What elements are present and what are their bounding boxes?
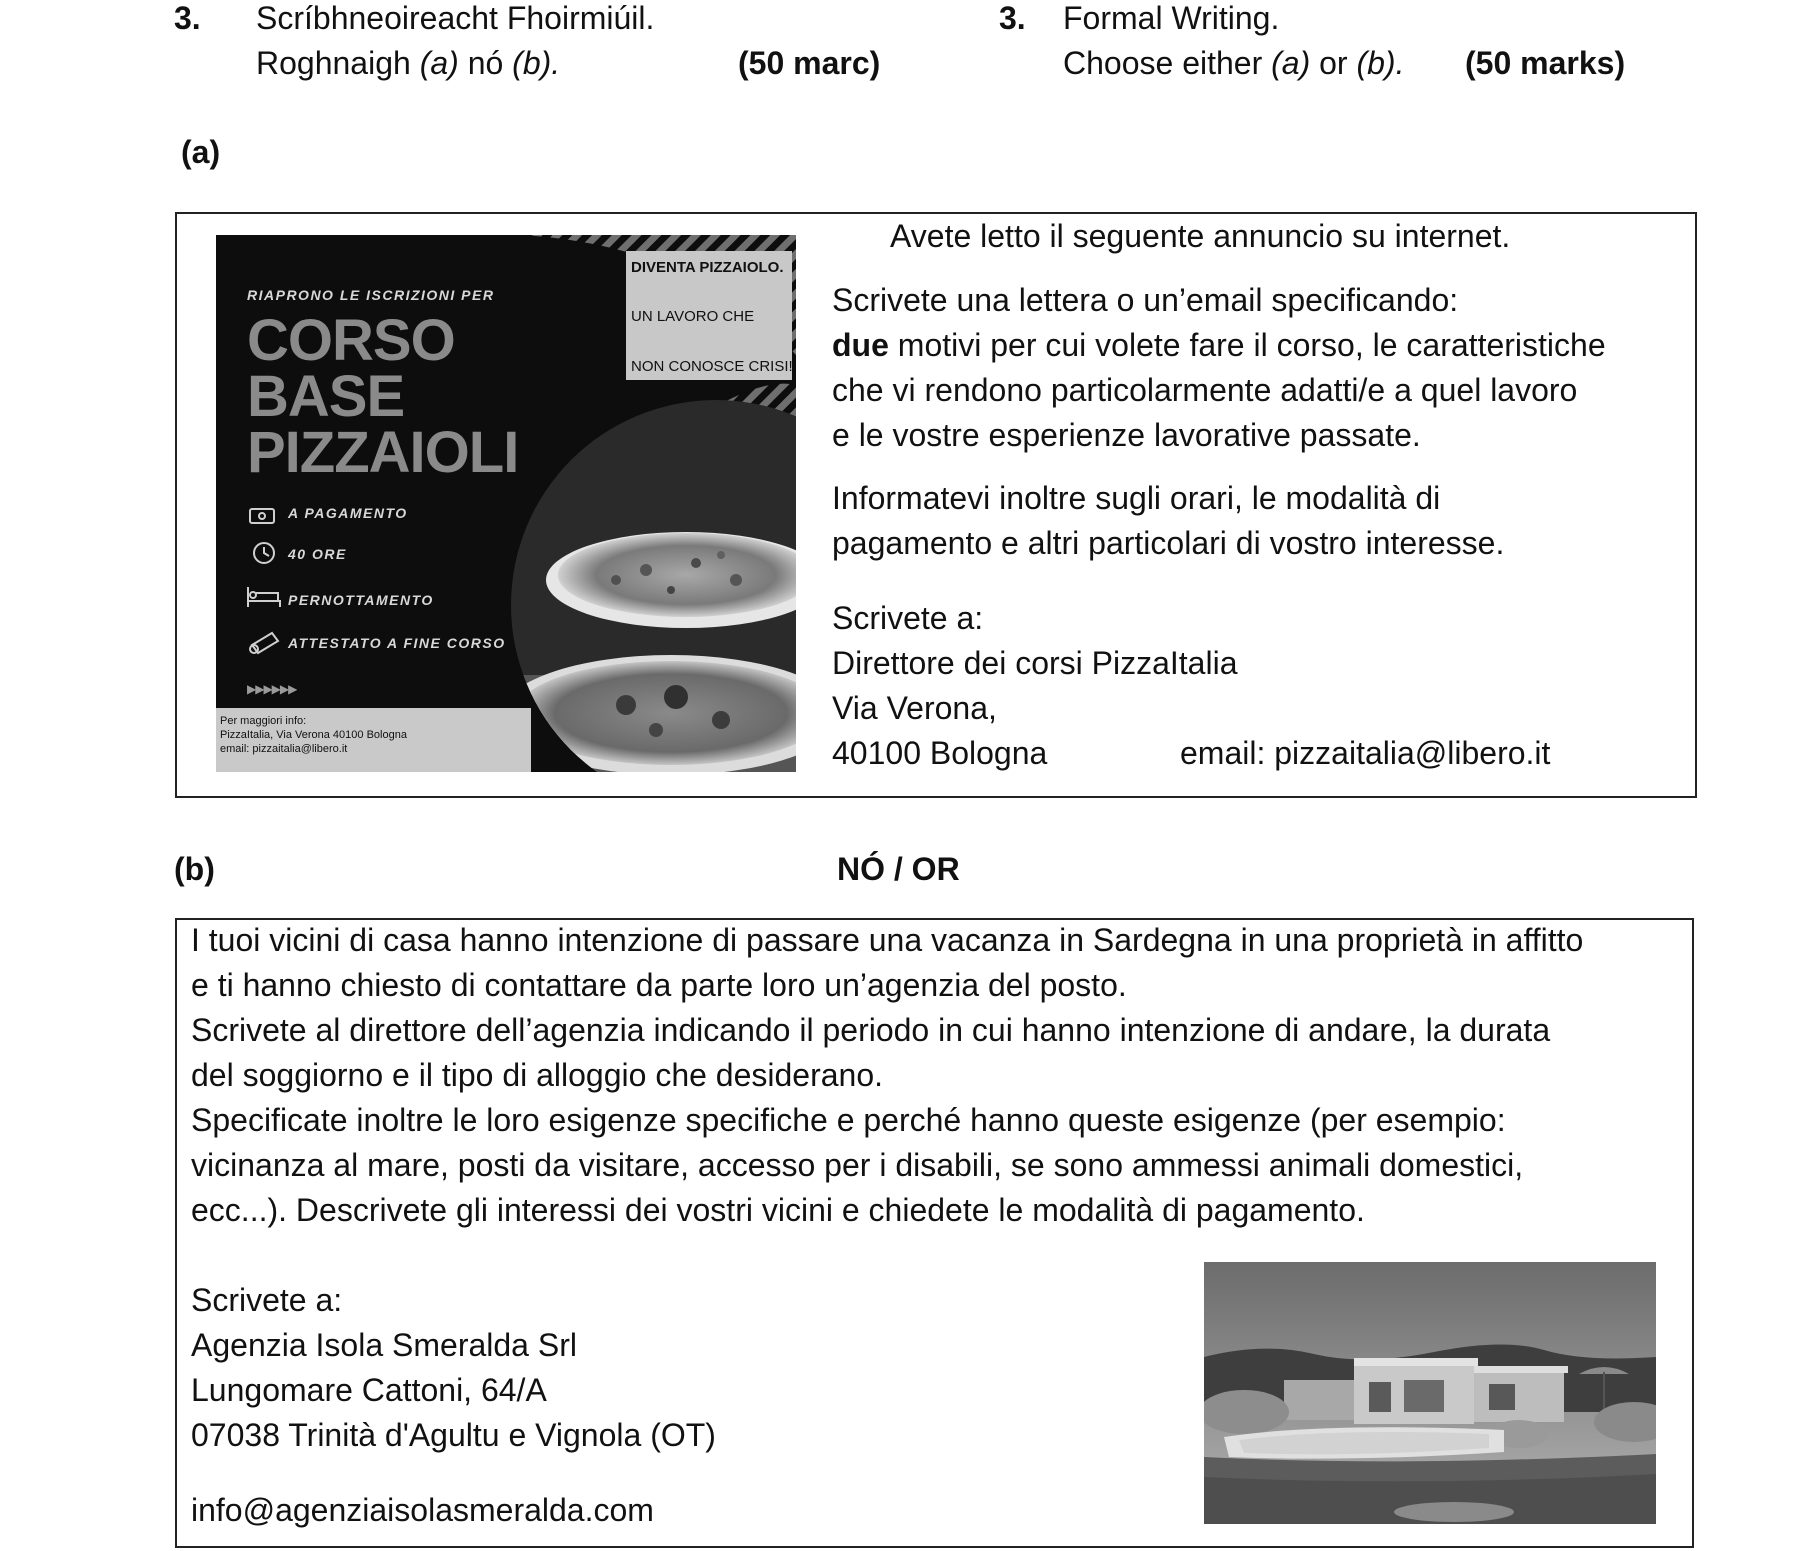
marks-english: (50 marks) [1465, 45, 1626, 81]
question-number-english: 3. [999, 0, 1026, 36]
part-b-write-to: Scrivete a: [191, 1282, 343, 1318]
clock-icon [254, 543, 274, 563]
diploma-icon [250, 633, 278, 653]
info-line3: email: pizzaitalia@libero.it [220, 743, 348, 755]
feature-payment: A PAGAMENTO [288, 505, 408, 521]
part-a-intro: Avete letto il seguente annuncio su internet. [890, 218, 1511, 254]
instr-mid: or [1310, 45, 1357, 81]
part-a-line4: e le vostre esperienze lavorative passate. [832, 417, 1421, 453]
villa-photo [1204, 1262, 1656, 1524]
advert-info-box [216, 708, 531, 772]
option-a-ref: (a) [419, 45, 459, 81]
option-a-ref: (a) [1271, 45, 1311, 81]
line2-rest: motivi per cui volete fare il corso, le caratteristiche [888, 327, 1606, 363]
option-b-ref: (b). [512, 45, 561, 81]
question-title-irish: Scríbhneoireacht Fhoirmiúil. [256, 0, 655, 36]
advert-header: RIAPRONO LE ISCRIZIONI PER [247, 287, 495, 303]
slogan-line1: DIVENTA PIZZAIOLO. [631, 259, 784, 276]
advert-slogan-box [626, 251, 792, 380]
emphasis-due: due [832, 327, 889, 363]
part-b-line5: Specificate inoltre le loro esigenze specifiche e perché hanno queste esigenze (per esempio: [191, 1102, 1506, 1138]
part-b-address-line2: Lungomare Cattoni, 64/A [191, 1372, 547, 1408]
instr-mid: nó [458, 45, 513, 81]
slogan-line3: NON CONOSCE CRISI! [631, 358, 793, 375]
part-a-address-line3: 40100 Bologna [832, 735, 1048, 771]
part-b-line3: Scrivete al direttore dell’agenzia indicando il periodo in cui hanno intenzione di andare, la durata [191, 1012, 1551, 1048]
part-a-email: email: pizzaitalia@libero.it [1180, 735, 1551, 771]
instr-start: Choose either [1063, 45, 1272, 81]
part-a-line5: Informatevi inoltre sugli orari, le modalità di [832, 480, 1441, 516]
part-a-label: (a) [181, 134, 221, 170]
feature-certificate: ATTESTATO A FINE CORSO [288, 635, 506, 651]
pizza-course-advert [216, 235, 796, 772]
advert-title-line1: CORSO [247, 308, 455, 373]
info-line2: PizzaItalia, Via Verona 40100 Bologna [220, 729, 407, 741]
part-a-address-line2: Via Verona, [832, 690, 997, 726]
part-b-address-line3: 07038 Trinità d'Agultu e Vignola (OT) [191, 1417, 716, 1453]
marks-irish: (50 marc) [738, 45, 881, 81]
part-b-line4: del soggiorno e il tipo di alloggio che desiderano. [191, 1057, 884, 1093]
pizza-photo [496, 395, 796, 772]
option-b-ref: (b). [1356, 45, 1405, 81]
feature-hours: 40 ORE [288, 546, 347, 562]
or-separator: NÓ / OR [837, 851, 960, 887]
villa-illustration [1204, 1262, 1656, 1524]
part-a-line2 [832, 323, 1606, 368]
part-b-line6: vicinanza al mare, posti da visitare, accesso per i disabili, se sono ammessi animali domestici, [191, 1147, 1524, 1183]
bed-icon [248, 587, 280, 607]
question-number-irish: 3. [174, 0, 201, 36]
arrows-decoration: ▶▶▶▶▶▶ [247, 682, 297, 696]
part-a-line6: pagamento e altri particolari di vostro interesse. [832, 525, 1505, 561]
part-a-line1: Scrivete una lettera o un’email specificando: [832, 282, 1459, 318]
part-a-line3: che vi rendono particolarmente adatti/e a quel lavoro [832, 372, 1578, 408]
part-b-email: info@agenziaisolasmeralda.com [191, 1492, 654, 1528]
info-line1: Per maggiori info: [220, 715, 307, 727]
advert-title-line2: BASE [247, 364, 405, 429]
feature-accommodation: PERNOTTAMENTO [288, 592, 434, 608]
part-b-label: (b) [174, 851, 215, 887]
instr-start: Roghnaigh [256, 45, 420, 81]
question-title-english: Formal Writing. [1063, 0, 1280, 36]
part-a-address-line1: Direttore dei corsi PizzaItalia [832, 645, 1238, 681]
money-icon [250, 509, 274, 523]
slogan-line2: UN LAVORO CHE [631, 308, 755, 325]
question-instruction-irish [256, 41, 560, 86]
part-a-write-to: Scrivete a: [832, 600, 984, 636]
part-b-address-line1: Agenzia Isola Smeralda Srl [191, 1327, 577, 1363]
advert-title-line3: PIZZAIOLI [247, 420, 519, 485]
part-b-line7: ecc...). Descrivete gli interessi dei vostri vicini e chiedete le modalità di pagamento. [191, 1192, 1365, 1228]
part-b-line2: e ti hanno chiesto di contattare da parte loro un’agenzia del posto. [191, 967, 1127, 1003]
question-instruction-english [1063, 41, 1404, 86]
part-b-line1: I tuoi vicini di casa hanno intenzione di passare una vacanza in Sardegna in una proprietà in affitto [191, 922, 1584, 958]
